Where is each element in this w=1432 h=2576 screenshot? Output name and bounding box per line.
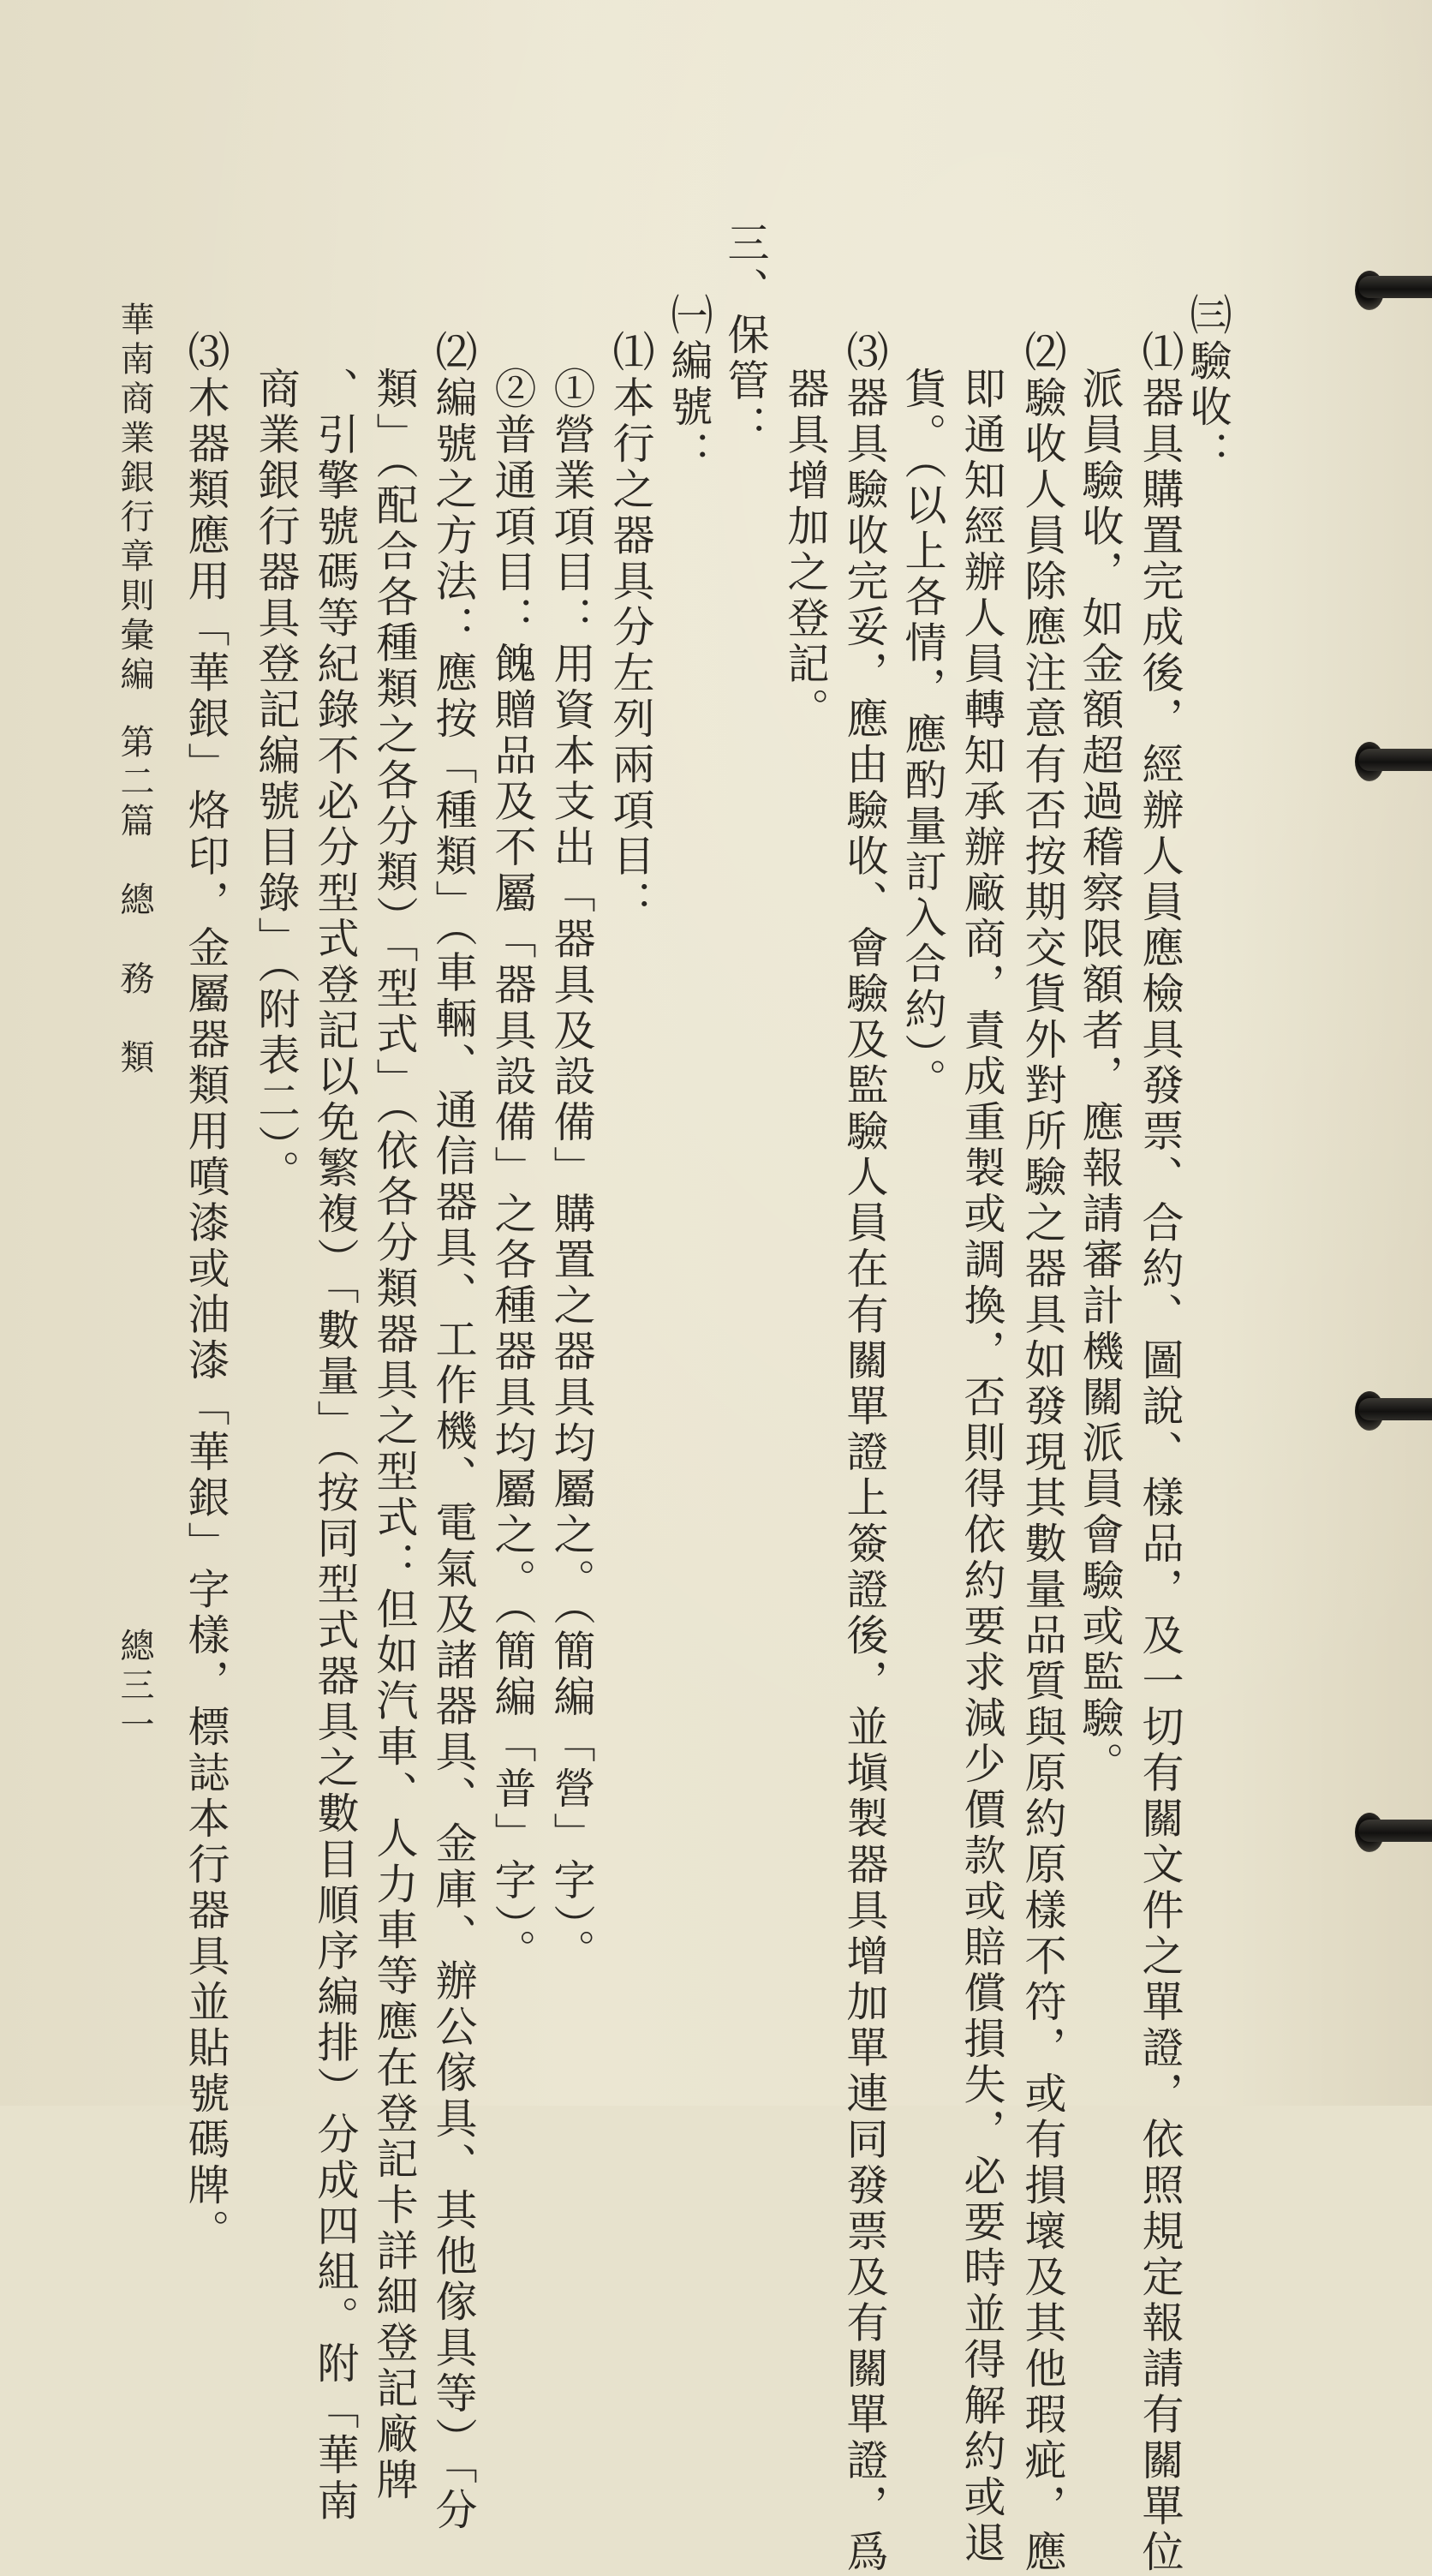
text-column: ⑴器具購置完成後，經辦人員應檢具發票、合約、圖說、樣品，及一切有關文件之單證，依照規定報請有關單位 <box>1136 330 1184 2576</box>
binding-ring <box>1358 276 1432 298</box>
page-number: 總三一 <box>115 1628 154 1746</box>
binding-ring <box>1358 1398 1432 1420</box>
binding-ring <box>1358 1820 1432 1842</box>
heading-acceptance: ㈢驗收： <box>1184 293 1232 476</box>
text-column: 派員驗收，如金額超過稽察限額者，應報請審計機關派員會驗或監驗。 <box>1076 367 1125 1788</box>
text-column: 商業銀行器具登記編號目錄」（附表二）。 <box>252 367 301 1196</box>
text-column: ⑵編號之方法：應按「種類」（車輛、通信器具、工作機、電氣及諸器具、金庫、辦公傢具、其他傢具等）「分 <box>429 330 478 2534</box>
text-column: 即通知經辦人員轉知承辦廠商，責成重製或調換，否則得依約要求減少價款或賠償損失，必要時並得解約或退 <box>958 367 1006 2567</box>
binding-ring <box>1358 749 1432 771</box>
heading-custody: 三、保管： <box>721 221 770 451</box>
heading-numbering: ㈠編號： <box>665 293 713 476</box>
text-column: 類」（配合各種類之各分類）「型式」（依各分類器具之型式：但如汽車、人力車等應在登記卡詳細登記廠牌 <box>370 367 419 2504</box>
text-column: 器具增加之登記。 <box>781 367 830 733</box>
text-column: ⑵驗收人員除應注意有否按期交貨外對所驗之器具如發現其數量品質與原約原樣不符，或有損壞及其他瑕疵，應 <box>1018 330 1067 2576</box>
text-column: ⑴本行之器具分左列兩項目： <box>606 330 655 926</box>
text-column: ⑶器具驗收完妥，應由驗收、會驗及監驗人員在有關單證上簽證後，並塡製器具增加單連同發票及有關單證，爲 <box>840 330 889 2576</box>
section-title: 第二篇 總 務 類 <box>115 724 154 1079</box>
text-column: ①營業項目：用資本支出「器具及設備」購置之器具均屬之。（簡編「營」字）。 <box>547 367 596 1975</box>
text-column: ⑶木器類應用「華銀」烙印，金屬器類用噴漆或油漆「華銀」字樣，標誌本行器具並貼號碼牌。 <box>182 330 230 2255</box>
text-column: ②普通項目：餽贈品及不屬「器具設備」之各種器具均屬之。（簡編「普」字）。 <box>488 367 537 1975</box>
book-title: 華南商業銀行章則彙編 <box>115 302 154 696</box>
text-column: 、引擎號碼等紀錄不必分型式登記以免繁複）「數量」（按同型式器具之數目順序編排）分成四組。附「華南 <box>311 367 360 2525</box>
text-column: 貨。（以上各情，應酌量訂入合約）。 <box>898 367 947 1104</box>
